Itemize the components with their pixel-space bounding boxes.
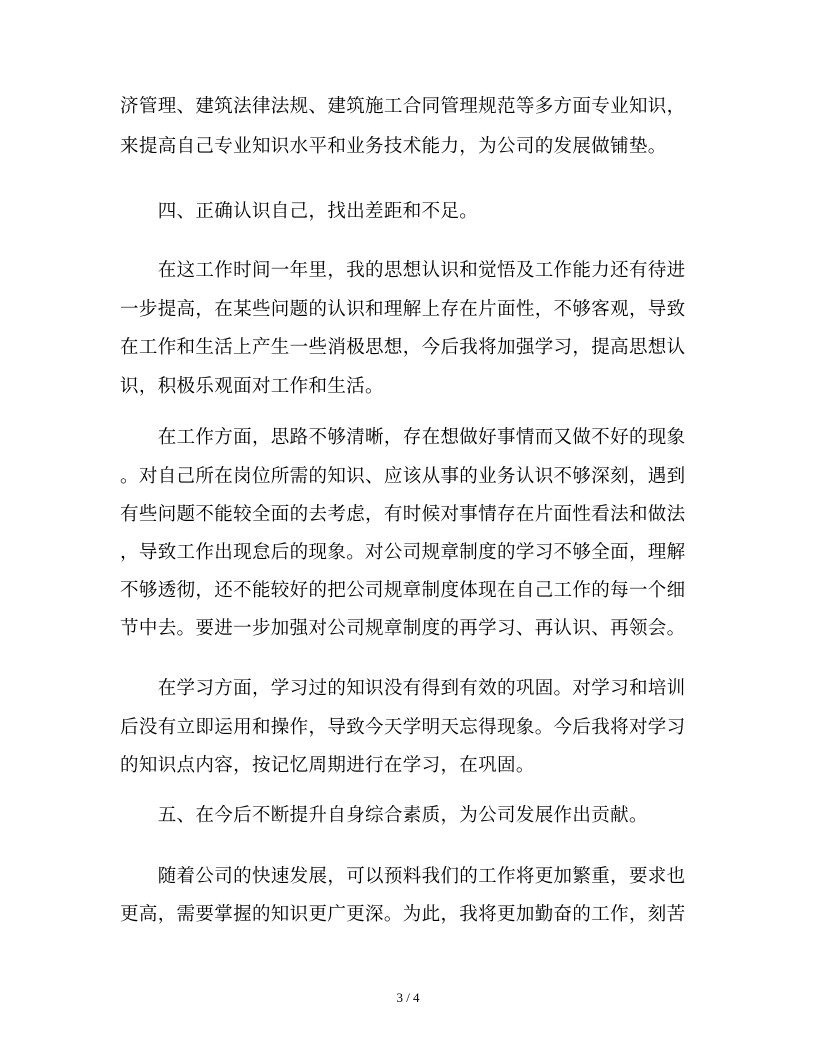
text-line: 在工作和生活上产生一些消极思想，今后我将加强学习，提高思想认 bbox=[120, 337, 686, 358]
text-line: 不够透彻，还不能较好的把公司规章制度体现在自己工作的每一个细 bbox=[120, 580, 686, 601]
text-line: ，导致工作出现怠后的现象。对公司规章制度的学习不够全面，理解 bbox=[120, 542, 686, 563]
text-line: 在这工作时间一年里，我的思想认识和觉悟及工作能力还有待进 bbox=[120, 260, 686, 281]
text-line: 一步提高，在某些问题的认识和理解上存在片面性，不够客观，导致 bbox=[120, 299, 686, 320]
text-line: 更高，需要掌握的知识更广更深。为此，我将更加勤奋的工作，刻苦 bbox=[120, 904, 686, 925]
text-line: 随着公司的快速发展，可以预料我们的工作将更加繁重，要求也 bbox=[120, 866, 686, 887]
text-line: 后没有立即运用和操作，导致今天学明天忘得现象。今后我将对学习 bbox=[120, 717, 686, 738]
text-line: 在学习方面，学习过的知识没有得到有效的巩固。对学习和培训 bbox=[120, 678, 686, 699]
text-line: 来提高自己专业知识水平和业务技术能力，为公司的发展做铺垫。 bbox=[120, 136, 667, 157]
section-heading: 四、正确认识自己，找出差距和不足。 bbox=[120, 201, 479, 222]
text-line: 在工作方面，思路不够清晰，存在想做好事情而又做不好的现象 bbox=[120, 427, 686, 448]
section-heading: 五、在今后不断提升自身综合素质，为公司发展作出贡献。 bbox=[120, 805, 648, 826]
page-number: 3 / 4 bbox=[396, 990, 420, 1005]
text-line: 节中去。要进一步加强对公司规章制度的再学习、再认识、再领会。 bbox=[120, 618, 686, 639]
text-line: 济管理、建筑法律法规、建筑施工合同管理规范等多方面专业知识， bbox=[120, 96, 686, 117]
text-line: 的知识点内容，按记忆周期进行在学习，在巩固。 bbox=[120, 755, 535, 776]
text-line: 。对自己所在岗位所需的知识、应该从事的业务认识不够深刻，遇到 bbox=[120, 466, 686, 487]
text-line: 有些问题不能较全面的去考虑，有时候对事情存在片面性看法和做法 bbox=[120, 504, 686, 525]
text-line: 识，积极乐观面对工作和生活。 bbox=[120, 376, 384, 397]
